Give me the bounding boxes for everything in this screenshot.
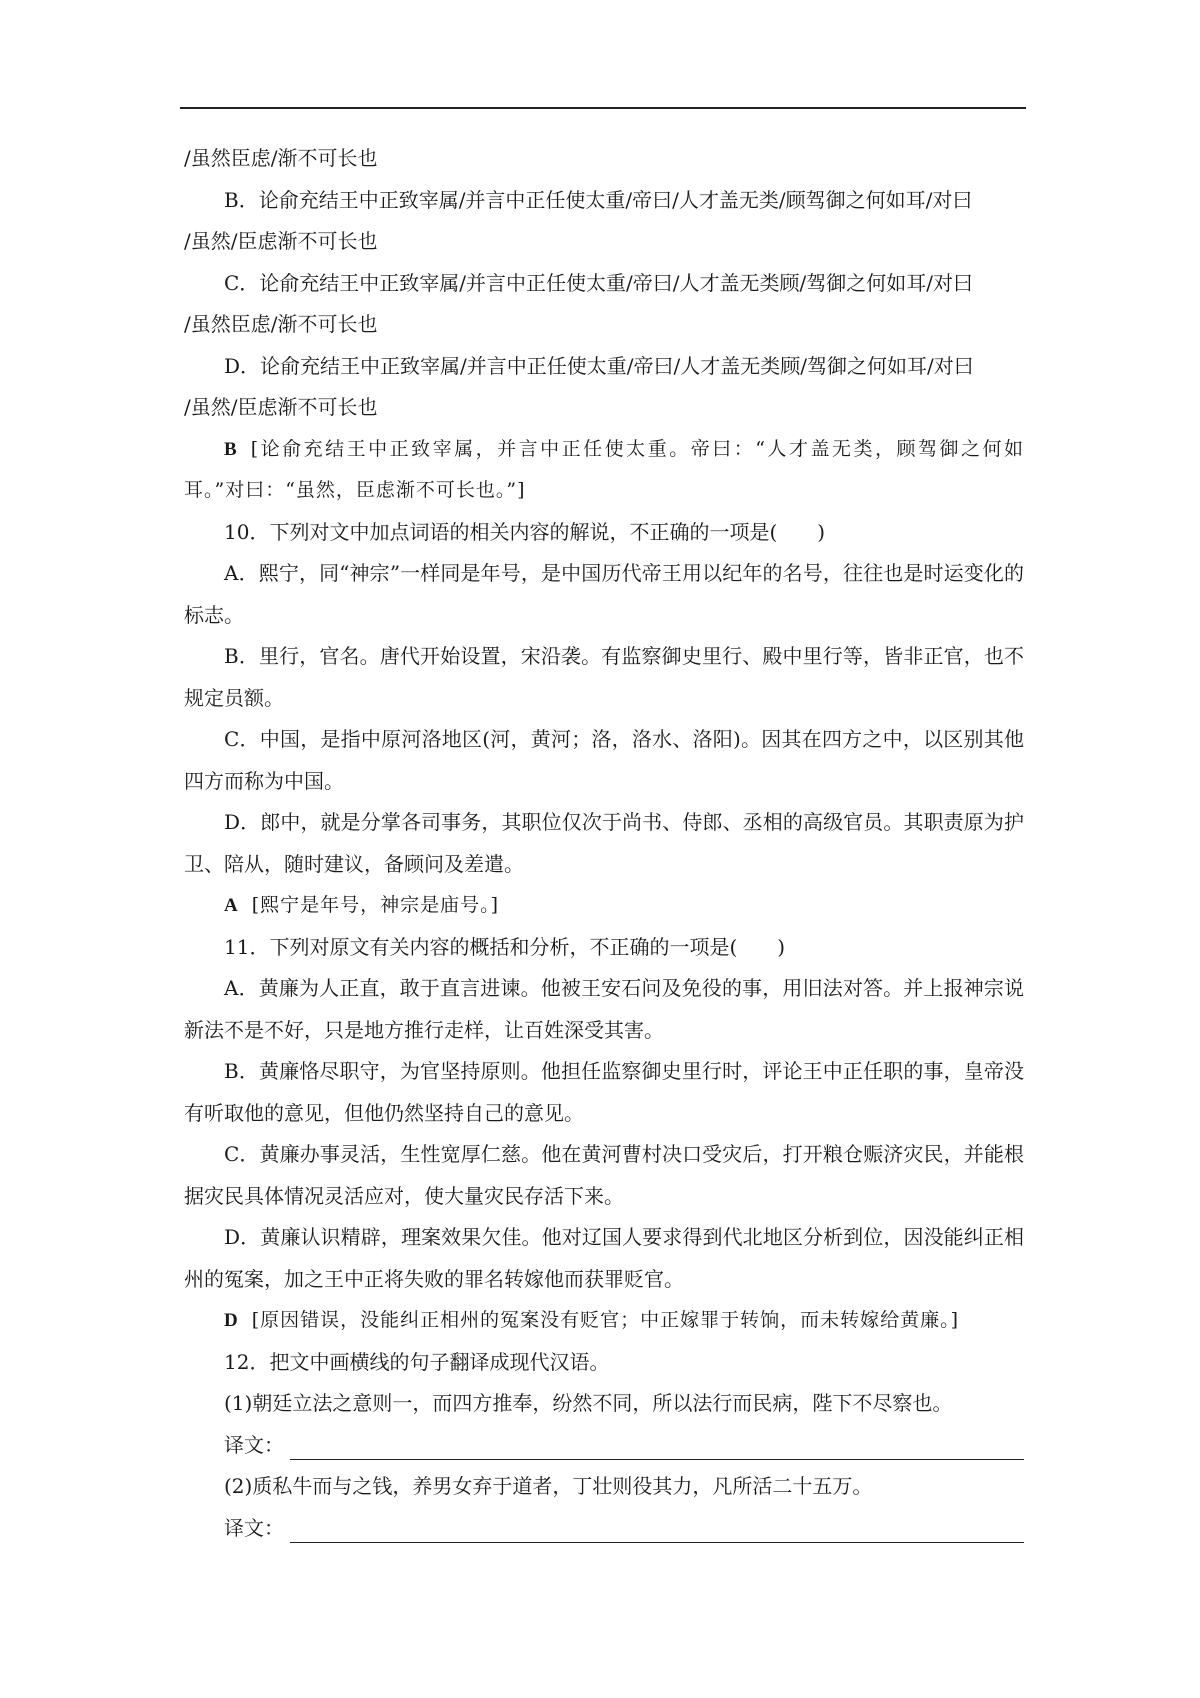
q12-stem: 12．把文中画横线的句子翻译成现代汉语。 (224, 1349, 610, 1374)
q12-translation-1 (184, 1425, 1024, 1467)
q10-answer-letter: A (224, 895, 238, 916)
translation-answer-line-2[interactable] (290, 1512, 1024, 1543)
header-rule (180, 107, 1026, 109)
q9-option-b-tail: /虽然/臣虑渐不可长也 (184, 229, 378, 253)
q10-option-b: B．里行，官名。唐代开始设置，宋沿袭。有监察御史里行、殿中里行等，皆非正官，也不规定员额。 (184, 644, 1024, 710)
q11-answer (184, 1300, 1024, 1342)
q10-answer (184, 885, 1024, 927)
q10-option-c: C．中国，是指中原河洛地区(河，黄河；洛，洛水、洛阳)。因其在四方之中，以区别其他四方而称为中国。 (184, 727, 1024, 793)
q11-answer-letter: D (224, 1310, 238, 1331)
q9-answer-text: [论俞充结王中正致宰属，并言中正任使太重。帝曰：“人才盖无类，顾驾御之何如耳。”对曰：“虽然，臣虑渐不可长也。”] (184, 437, 1024, 501)
q9-answer (184, 429, 1024, 512)
page-content (184, 138, 1024, 1549)
q9-option-c-tail: /虽然臣虑/渐不可长也 (184, 312, 378, 336)
translation-answer-line-1[interactable] (290, 1429, 1024, 1460)
q9-option-d: D．论俞充结王中正致宰属/并言中正任使太重/帝曰/人才盖无类顾/驾御之何如耳/对曰 (224, 353, 974, 378)
q11-answer-text: [原因错误，没能纠正相州的冤案没有贬官；中正嫁罪于转饷，而未转嫁给黄廉。] (251, 1309, 960, 1331)
q9-option-b: B．论俞充结王中正致宰属/并言中正任使太重/帝曰/人才盖无类/顾驾御之何如耳/对曰 (224, 187, 973, 212)
q11-stem: 11．下列对原文有关内容的概括和分析，不正确的一项是( ) (224, 934, 786, 959)
q9-answer-letter: B (224, 438, 237, 460)
q12-sentence-1: (1)朝廷立法之意则一，而四方推奉，纷然不同，所以法行而民病，陛下不尽察也。 (224, 1391, 953, 1415)
q12-sentence-2: (2)质私牛而与之钱，养男女弃于道者，丁壮则役其力，凡所活二十五万。 (224, 1474, 873, 1498)
q9-option-a-tail: /虽然臣虑/渐不可长也 (184, 146, 378, 170)
q11-option-d: D．黄廉认识精辟，理案效果欠佳。他对辽国人要求得到代北地区分析到位，因没能纠正相州的冤案，加之王中正将失败的罪名转嫁他而获罪贬官。 (184, 1225, 1024, 1291)
q11-option-b: B．黄廉恪尽职守，为官坚持原则。他担任监察御史里行时，评论王中正任职的事，皇帝没有听取他的意见，但他仍然坚持自己的意见。 (184, 1059, 1024, 1125)
q11-option-c: C．黄廉办事灵活，生性宽厚仁慈。他在黄河曹村决口受灾后，打开粮仓赈济灾民，并能根据灾民具体情况灵活应对，使大量灾民存活下来。 (184, 1142, 1024, 1208)
q11-option-a: A．黄廉为人正直，敢于直言进谏。他被王安石问及免役的事，用旧法对答。并上报神宗说新法不是不好，只是地方推行走样，让百姓深受其害。 (184, 976, 1024, 1042)
q9-option-d-tail: /虽然/臣虑渐不可长也 (184, 395, 378, 419)
q10-option-a: A．熙宁，同“神宗”一样同是年号，是中国历代帝王用以纪年的名号，往往也是时运变化的标志。 (184, 561, 1024, 627)
q10-option-d: D．郎中，就是分掌各司事务，其职位仅次于尚书、侍郎、丞相的高级官员。其职责原为护卫、陪从，随时建议，备顾问及差遣。 (184, 810, 1024, 876)
q12-translation-2 (184, 1508, 1024, 1550)
q9-option-c: C．论俞充结王中正致宰属/并言中正任使太重/帝曰/人才盖无类顾/驾御之何如耳/对曰 (224, 270, 973, 295)
translation-label: 译文： (224, 1515, 284, 1540)
translation-label: 译文： (224, 1432, 284, 1457)
q10-answer-text: [熙宁是年号，神宗是庙号。] (251, 894, 500, 916)
q10-stem: 10．下列对文中加点词语的相关内容的解说，不正确的一项是( ) (224, 519, 826, 544)
